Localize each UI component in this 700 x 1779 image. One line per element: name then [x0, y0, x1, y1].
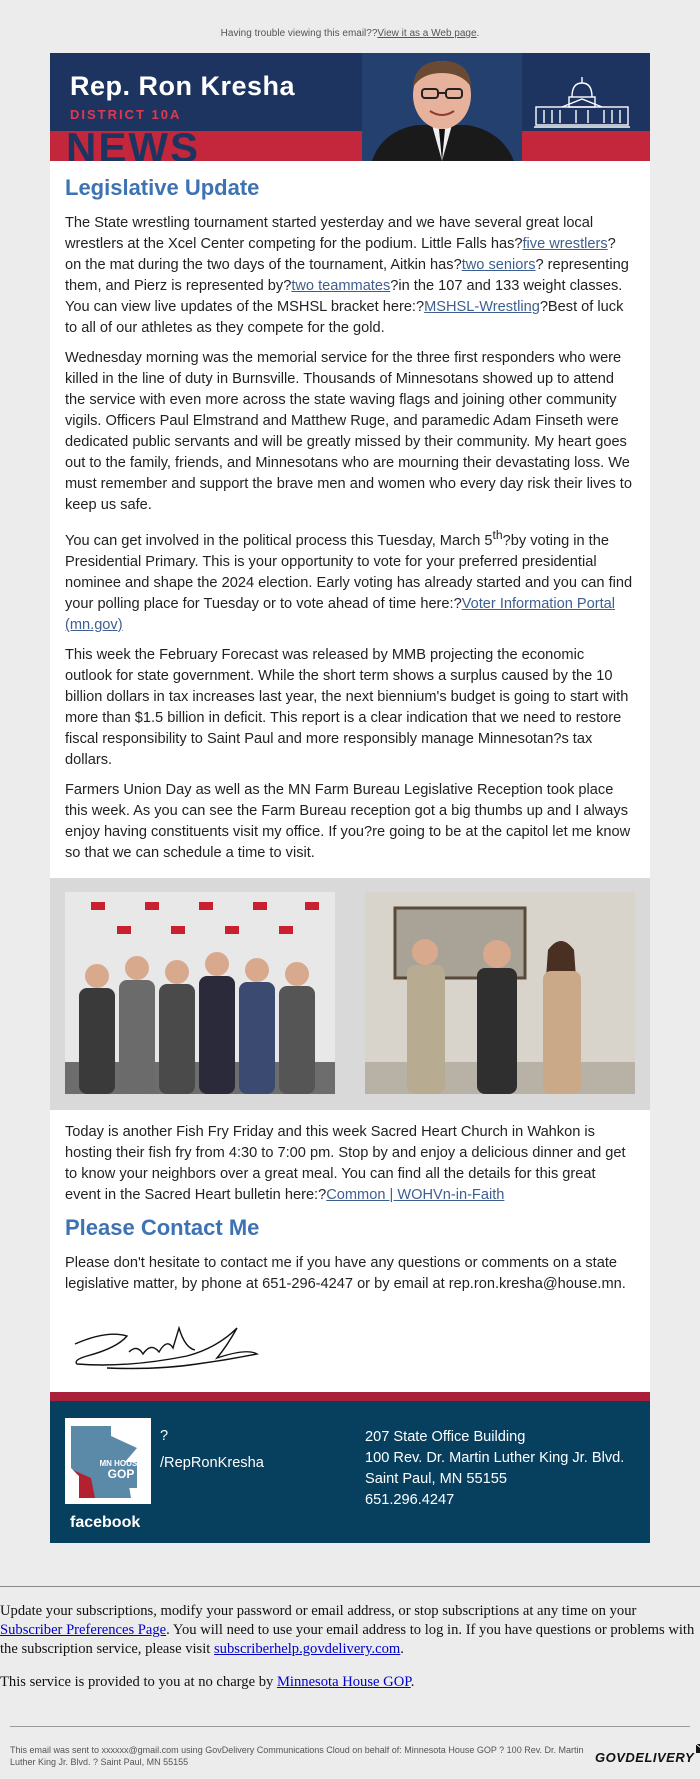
office-address	[365, 1427, 624, 1511]
facebook-label[interactable]: facebook	[70, 1513, 141, 1531]
divider	[0, 1586, 700, 1587]
service-text-2: .	[410, 1674, 415, 1690]
mshsl-wrestling-link[interactable]: MSHSL-Wrestling	[424, 299, 540, 315]
rep-portrait	[362, 53, 522, 161]
email-body	[50, 53, 650, 1543]
subs-text-3: .	[400, 1641, 404, 1657]
subscription-paragraph	[0, 1602, 700, 1659]
govdelivery-text: GOVDELIVERY	[595, 1750, 695, 1765]
office-visit-photo	[365, 892, 635, 1094]
footer-box	[50, 1401, 650, 1543]
view-web-page-link[interactable]: View it as a Web page	[377, 28, 477, 39]
signature-image	[67, 1308, 267, 1378]
memorial-paragraph: Wednesday morning was the memorial service for the three first responders who were killed in the line of duty in Burnsville. Thousands of Minnesotans showed up to attend the service with even more across the state waving flags and joining other community vigils. Officers Paul Elmstrand and Matthew Ruge, and paramedic Adam Finseth were dedicated public servants and will be greatly missed by their community. My heart goes out to the family, friends, and Minnesotans who are mourning their devastating loss. We must remember and support the brave men and women who every day risk their lives to keep us safe.	[65, 350, 632, 513]
view-online-suffix: .	[476, 28, 480, 39]
rep-name: Rep. Ron Kresha	[70, 71, 296, 101]
header-banner	[50, 53, 650, 161]
closing-section	[50, 1110, 650, 1392]
fish-fry-text: Today is another Fish Fry Friday and this week Sacred Heart Church in Wahkon is hosting their fish fry from 4:30 to 7:00 pm. Stop by and enjoy a delicious dinner and get to know your neighbors over a great meal. You can find all the details for this great event in the Sacred Heart bulletin here:?	[65, 1123, 626, 1203]
capitol-icon	[532, 75, 632, 131]
wrestling-text-2: ? on the mat during the two days of the tournament, Aitkin has?	[65, 236, 616, 273]
news-label: NEWS	[66, 124, 200, 161]
social-icon-placeholder[interactable]: ?	[160, 1427, 169, 1444]
primary-text-2: ?by voting in the Presidential Primary. This is your opportunity to vote for your preferred presidential nominee and shape the 2024 election. Early voting has already started and you can find your polling place for Tuesday or to vote ahead of time here:?	[65, 532, 633, 612]
two-seniors-link[interactable]: two seniors	[461, 257, 536, 273]
wrestling-text-3: ? representing them, and Pierz is represented by?	[65, 257, 629, 294]
facebook-handle-link[interactable]: /RepRonKresha	[160, 1454, 264, 1471]
wrestling-text-4: ?in the 107 and 133 weight classes. You can view live updates of the MSHSL bracket here:?	[65, 278, 623, 315]
district-label: DISTRICT 10A	[70, 107, 182, 122]
office-phone: 651.296.4247	[365, 1491, 455, 1508]
subs-text-1: Update your subscriptions, modify your password or email address, or stop subscriptions at any time on your	[0, 1603, 637, 1619]
fish-fry-paragraph	[65, 1122, 635, 1206]
bottom-divider	[10, 1726, 690, 1727]
subscriber-preferences-link[interactable]: Subscriber Preferences Page	[0, 1622, 167, 1638]
address-line-3: Saint Paul, MN 55155	[365, 1470, 507, 1487]
primary-paragraph	[65, 525, 635, 636]
address-line-1: 207 State Office Building	[365, 1428, 526, 1445]
contact-paragraph: Please don't hesitate to contact me if you have any questions or comments on a state legislative matter, by phone at 651-296-4247 or by email at rep.ron.kresha@house.mn.	[65, 1254, 626, 1292]
primary-text-1: You can get involved in the political process this Tuesday, March 5	[65, 532, 493, 549]
legislative-update-section	[50, 161, 650, 878]
farm-bureau-photo	[65, 892, 335, 1094]
photo-row	[50, 878, 650, 1110]
wrestling-text-5: ?Best of luck to all of our athletes as they compete for the gold.	[65, 299, 624, 336]
signature	[65, 1304, 635, 1382]
primary-sup: th	[492, 528, 503, 542]
two-teammates-link[interactable]: two teammates	[291, 278, 391, 294]
subscription-notice	[0, 1602, 700, 1706]
view-online-text: Having trouble viewing this email??	[220, 28, 378, 39]
forecast-paragraph: This week the February Forecast was released by MMB projecting the economic outlook for state government. While the short term shows a surplus caused by the 10 billion dollars in tax increases last year, the next biennium's budget is going to start with more than $1.5 billion in deficit. This report is a clear indication that we need to restore fiscal responsibility to Saint Paul and more responsibly manage Minnesotan?s tax dollars.	[65, 646, 629, 768]
logo-text	[96, 1459, 146, 1481]
farmers-paragraph: Farmers Union Day as well as the MN Farm Bureau Legislative Reception took place this week. As you can see the Farm Bureau reception got a big thumbs up and I always enjoy having constituents visit my office. If you?re going to be at the capitol let me know so that we can schedule a time to visit.	[65, 781, 631, 861]
five-wrestlers-link[interactable]: five wrestlers	[522, 236, 608, 252]
logo-line-2: GOP	[107, 1466, 135, 1481]
logo-line-1: MN HOUSE	[99, 1458, 143, 1468]
govdelivery-logo	[595, 1750, 694, 1765]
envelope-icon	[695, 1742, 700, 1754]
voter-portal-link[interactable]: Voter Information Portal (mn.gov)	[65, 595, 616, 633]
fish-fry-link[interactable]: Common | WOHVn-in-Faith	[326, 1186, 505, 1203]
sent-to-note: This email was sent to xxxxxx@gmail.com using GovDelivery Communications Cloud on behalf of: Minnesota House GOP ? 100 Rev. Dr. Martin Luther King Jr. Blvd. ? Saint Paul, MN 55155	[10, 1745, 584, 1767]
contact-heading: Please Contact Me	[65, 1214, 260, 1240]
wrestling-paragraph	[65, 213, 635, 339]
minnesota-house-gop-link[interactable]: Minnesota House GOP	[276, 1674, 411, 1690]
address-line-2: 100 Rev. Dr. Martin Luther King Jr. Blvd.	[365, 1449, 625, 1466]
subscriber-help-link[interactable]: subscriberhelp.govdelivery.com	[214, 1641, 401, 1657]
subs-text-2: . You will need to use your email address to log in. If you have questions or problems with the subscription service, please visit	[0, 1622, 695, 1657]
legislative-update-heading: Legislative Update	[65, 175, 260, 200]
footer-red-line	[50, 1392, 650, 1401]
view-online-note	[0, 28, 700, 39]
service-paragraph	[0, 1673, 700, 1692]
wrestling-text-1: The State wrestling tournament started yesterday and we have several great local wrestlers at the Xcel Center competing for the podium. Little Falls has?	[65, 215, 594, 252]
service-text-1: This service is provided to you at no charge by	[0, 1674, 277, 1690]
